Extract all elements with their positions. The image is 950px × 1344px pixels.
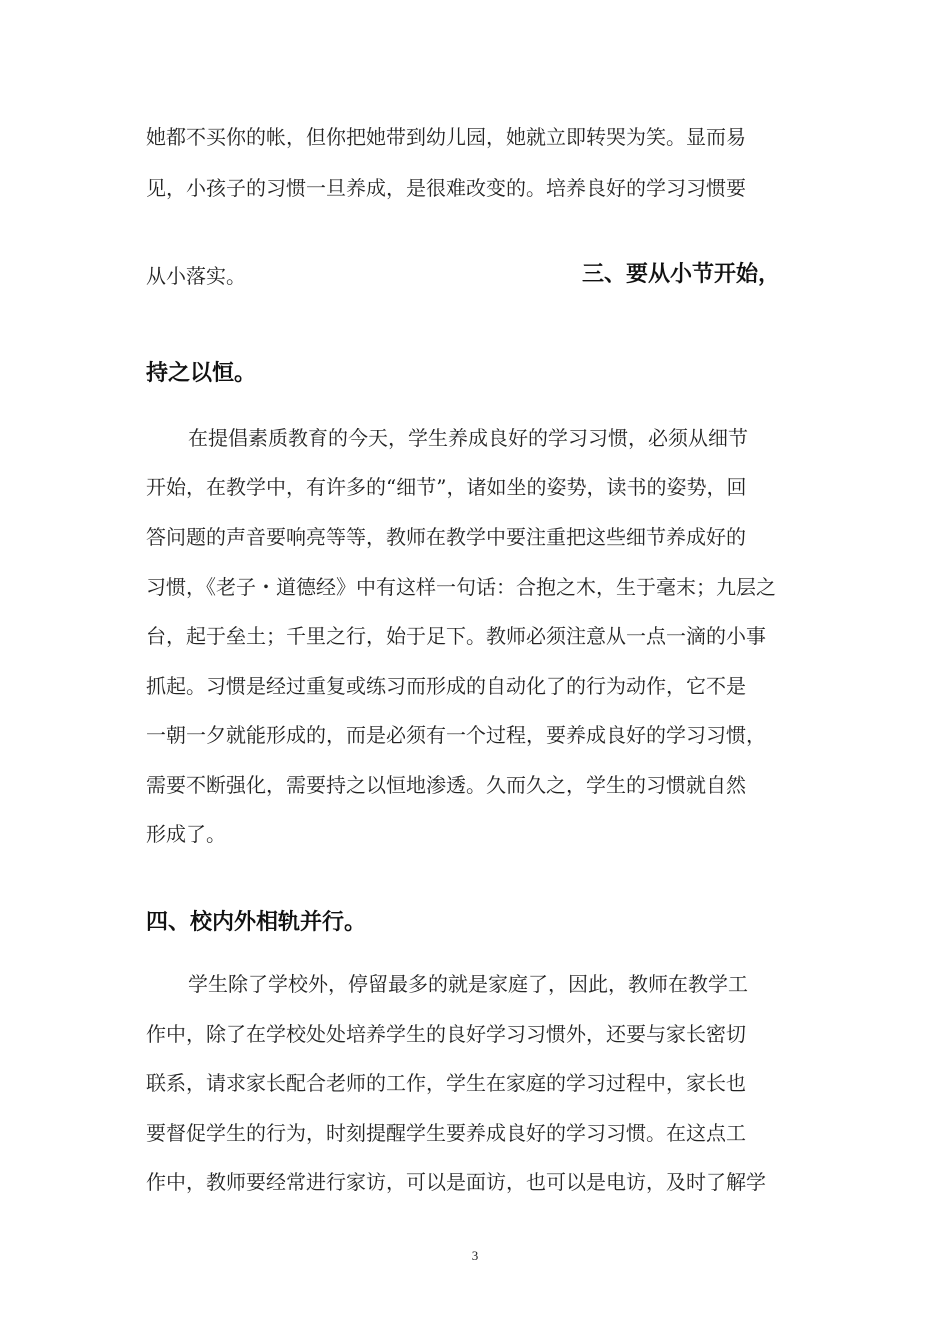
intro-line-2: 见，小孩子的习惯一旦养成，是很难改变的。培养良好的学习习惯要 [146, 176, 746, 200]
section4-line-4: 要督促学生的行为，时刻提醒学生要养成良好的学习习惯。在这点工 [146, 1121, 746, 1145]
section3-line-1: 在提倡素质教育的今天，学生养成良好的学习习惯，必须从细节 [188, 426, 748, 450]
section3-heading-part2: 持之以恒。 [146, 361, 257, 386]
intro-line-3: 从小落实。 [146, 264, 246, 288]
section4-line-1: 学生除了学校外，停留最多的就是家庭了，因此，教师在教学工 [188, 972, 748, 996]
page-number: 3 [471, 1248, 479, 1263]
section4-heading: 四、校内外相轨并行。 [146, 910, 367, 935]
section3-line-4: 习惯，《老子・道德经》中有这样一句话：合抱之木，生于毫末；九层之 [146, 575, 776, 599]
section3-heading-part1: 三、要从小节开始， [582, 262, 781, 287]
section3-line-9: 形成了。 [146, 822, 226, 846]
section4-line-3: 联系，请求家长配合老师的工作，学生在家庭的学习过程中，家长也 [146, 1071, 746, 1095]
section3-line-8: 需要不断强化，需要持之以恒地渗透。久而久之，学生的习惯就自然 [146, 773, 746, 797]
section3-line-2: 开始，在教学中，有许多的“细节”，诸如坐的姿势，读书的姿势，回 [146, 475, 747, 499]
section3-line-6: 抓起。习惯是经过重复或练习而形成的自动化了的行为动作，它不是 [146, 674, 746, 698]
section4-line-2: 作中，除了在学校处处培养学生的良好学习习惯外，还要与家长密切 [146, 1022, 746, 1046]
section4-line-5: 作中，教师要经常进行家访，可以是面访，也可以是电访，及时了解学 [146, 1170, 766, 1194]
section3-line-3: 答问题的声音要响亮等等，教师在教学中要注重把这些细节养成好的 [146, 525, 746, 549]
intro-line-1: 她都不买你的帐，但你把她带到幼儿园，她就立即转哭为笑。显而易 [146, 125, 746, 149]
section3-line-5: 台，起于垒土；千里之行，始于足下。教师必须注意从一点一滴的小事 [146, 624, 766, 648]
section3-line-7: 一朝一夕就能形成的，而是必须有一个过程，要养成良好的学习习惯， [146, 723, 766, 747]
